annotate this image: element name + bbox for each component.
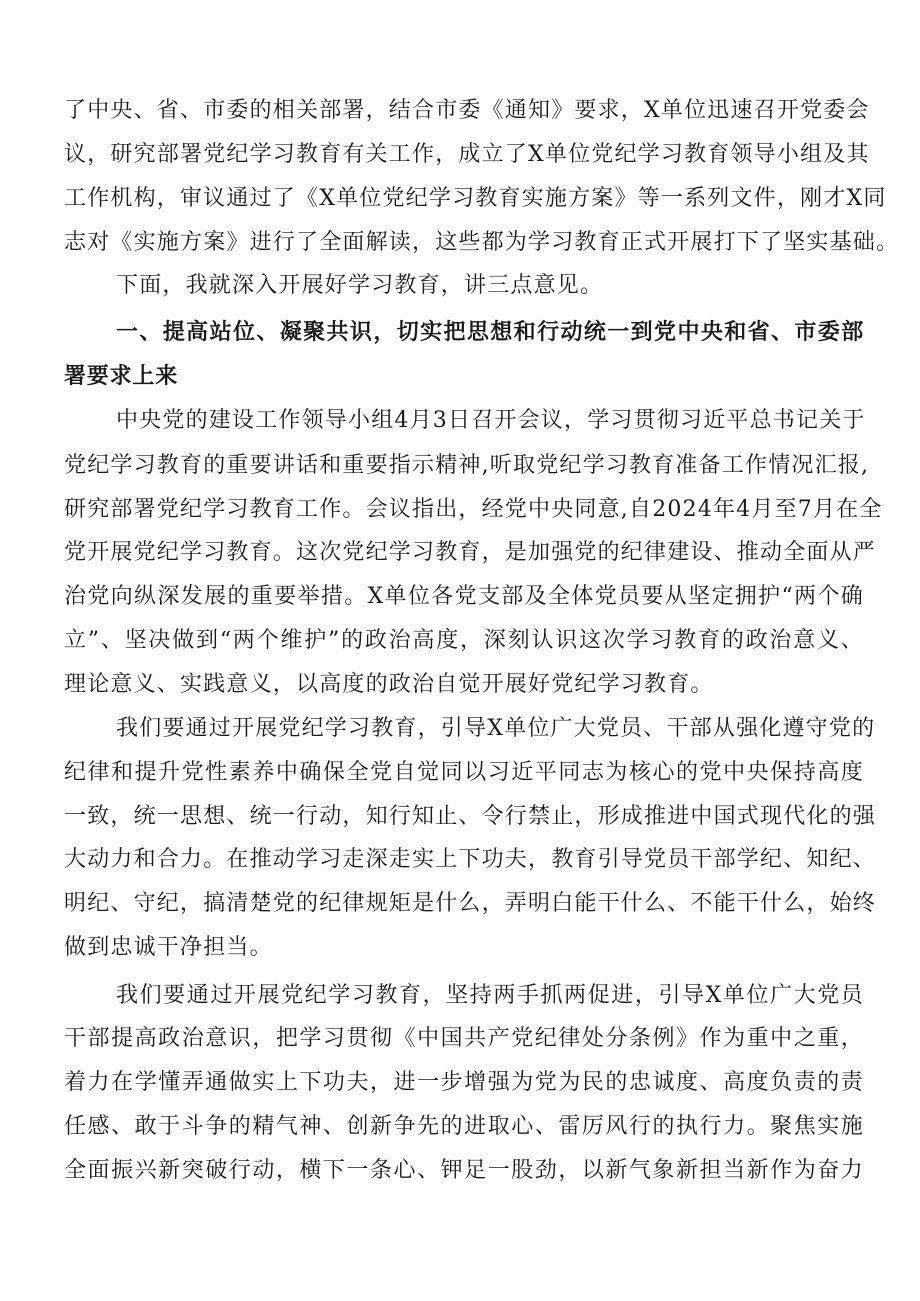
text-line: 着力在学懂弄通做实上下功夫，进一步增强为党为民的忠诚度、高度负责的责 [64, 1070, 864, 1095]
text-line: 了中央、省、市委的相关部署，结合市委《通知》要求，X单位迅速召开党委会 [64, 98, 870, 123]
text-line: 立”、坚决做到“两个维护”的政治高度，深刻认识这次学习教育的政治意义、 [64, 628, 864, 653]
section-heading-continued: 署要求上来 [64, 364, 179, 389]
section-heading: 一、提高站位、凝聚共识，切实把思想和行动统一到党中央和省、市委部 [116, 320, 864, 345]
text-line: 治党向纵深发展的重要举措。X单位各党支部及全体党员要从坚定拥护“两个确 [64, 584, 864, 609]
text-line: 我们要通过开展党纪学习教育，坚持两手抓两促进，引导X单位广大党员 [116, 983, 864, 1008]
text-line: 大动力和合力。在推动学习走深走实上下功夫，教育引导党员干部学纪、知纪、 [64, 847, 877, 872]
text-line: 中央党的建设工作领导小组4月3日召开会议，学习贯彻习近平总书记关于 [116, 408, 866, 433]
text-line: 明纪、守纪，搞清楚党的纪律规矩是什么，弄明白能干什么、不能干什么，始终 [64, 891, 877, 916]
text-line: 任感、敢于斗争的精气神、创新争先的进取心、雷厉风行的执行力。聚焦实施 [64, 1114, 864, 1139]
text-line: 研究部署党纪学习教育工作。会议指出，经党中央同意,自2024年4月至7月在全 [64, 497, 883, 522]
text-line: 全面振兴新突破行动，横下一条心、钾足一股劲，以新气象新担当新作为奋力 [64, 1158, 864, 1183]
text-line: 工作机构，审议通过了《X单位党纪学习教育实施方案》等一系列文件，刚才X同 [64, 186, 887, 211]
text-line: 一致，统一思想、统一行动，知行知止、令行禁止，形成推进中国式现代化的强 [64, 804, 877, 829]
text-line: 做到忠诚干净担当。 [64, 935, 273, 960]
text-line: 志对《实施方案》进行了全面解读，这些都为学习教育正式开展打下了坚实基础。 [64, 230, 900, 255]
text-line: 党纪学习教育的重要讲话和重要指示精神,听取党纪学习教育准备工作情况汇报, [64, 453, 870, 478]
text-line: 党开展党纪学习教育。这次党纪学习教育，是加强党的纪律建设、推动全面从严 [64, 540, 877, 565]
text-line: 理论意义、实践意义，以高度的政治自觉开展好党纪学习教育。 [64, 672, 714, 697]
text-line: 我们要通过开展党纪学习教育，引导X单位广大党员、干部从强化遵守党的 [116, 716, 876, 741]
text-line: 议，研究部署党纪学习教育有关工作，成立了X单位党纪学习教育领导小组及其 [64, 142, 870, 167]
text-line: 干部提高政治意识，把学习贯彻《中国共产党纪律处分条例》作为重中之重， [64, 1026, 864, 1051]
text-line: 纪律和提升党性素养中确保全党自觉同以习近平同志为核心的党中央保持高度 [64, 760, 864, 785]
text-line: 下面，我就深入开展好学习教育，讲三点意见。 [116, 273, 604, 298]
